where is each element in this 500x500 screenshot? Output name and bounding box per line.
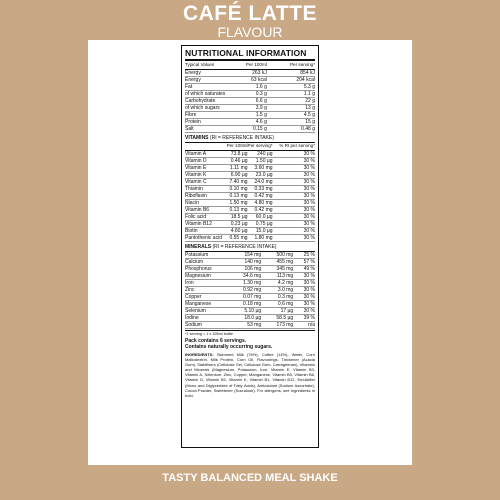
nutrition-row-cell: Fibre bbox=[185, 112, 227, 119]
mineral-row-cell: 5.10 µg bbox=[227, 308, 262, 315]
serving-note: *1 serving = 1 x 325ml bottle bbox=[185, 330, 315, 336]
vitamin-row-cell: Vitamin E bbox=[185, 165, 227, 172]
mineral-row-cell: 30 % bbox=[293, 273, 315, 280]
vitamin-row-cell: 1.11 mg bbox=[227, 165, 248, 172]
minerals-table bbox=[185, 252, 315, 329]
vitamin-row-cell: 7.40 mg bbox=[227, 179, 248, 186]
mineral-row-cell: Sodium bbox=[185, 322, 227, 329]
vitamin-row-cell: 240 µg bbox=[248, 151, 273, 158]
vitamin-row-cell: 0.55 mg bbox=[227, 235, 248, 242]
nutrition-row-cell: 3.9 g bbox=[227, 105, 267, 112]
vitamin-row bbox=[185, 228, 315, 235]
mineral-row-cell: Selenium bbox=[185, 308, 227, 315]
mineral-row-cell: Copper bbox=[185, 294, 227, 301]
product-flavour: FLAVOUR bbox=[217, 24, 283, 40]
vitamin-row-cell: 3.60 mg bbox=[248, 165, 273, 172]
vitamin-row-cell: Vitamin D bbox=[185, 158, 227, 165]
mineral-row-cell: 53 mg bbox=[227, 322, 262, 329]
mineral-row-cell: Iodine bbox=[185, 315, 227, 322]
vitamin-row bbox=[185, 186, 315, 193]
vitamin-row-cell: 0.10 mg bbox=[227, 186, 248, 193]
mineral-row-cell: 0.92 mg bbox=[227, 287, 262, 294]
nutrition-header: Typical Values bbox=[185, 62, 227, 70]
mineral-row-cell: 30 % bbox=[293, 280, 315, 287]
vitamin-row-cell: 30 % bbox=[273, 207, 315, 214]
mineral-row bbox=[185, 315, 315, 322]
mineral-row-cell: 39 % bbox=[293, 315, 315, 322]
vitamins-header bbox=[185, 143, 227, 151]
nutrition-row-cell: 13 g bbox=[267, 105, 315, 112]
vitamin-row-cell: 0.46 µg bbox=[227, 158, 248, 165]
vitamin-row-cell: 30 % bbox=[273, 172, 315, 179]
mineral-row-cell: 18.0 µg bbox=[227, 315, 262, 322]
mineral-row-cell: 154 mg bbox=[227, 252, 262, 259]
mineral-row bbox=[185, 259, 315, 266]
mineral-row-cell: 30 % bbox=[293, 294, 315, 301]
mineral-row-cell: Potassium bbox=[185, 252, 227, 259]
mineral-row-cell: 1.30 mg bbox=[227, 280, 262, 287]
mineral-row-cell: 455 mg bbox=[261, 259, 293, 266]
vitamin-row-cell: 60.0 µg bbox=[248, 214, 273, 221]
mineral-row-cell: 140 mg bbox=[227, 259, 262, 266]
vitamin-row-cell: Vitamin B6 bbox=[185, 207, 227, 214]
vitamin-row-cell: 30 % bbox=[273, 221, 315, 228]
mineral-row-cell: 106 mg bbox=[227, 266, 262, 273]
nutrition-row-cell: 0.3 g bbox=[227, 91, 267, 98]
mineral-row bbox=[185, 308, 315, 315]
mineral-row-cell: 25 % bbox=[293, 252, 315, 259]
mineral-row-cell: 113 mg bbox=[261, 273, 293, 280]
nutrition-row-cell: 22 g bbox=[267, 98, 315, 105]
vitamin-row-cell: 73.8 µg bbox=[227, 151, 248, 158]
vitamin-row-cell: 30 % bbox=[273, 228, 315, 235]
vitamins-table bbox=[185, 143, 315, 242]
nutrition-row-cell: 0.15 g bbox=[227, 126, 267, 133]
pack-line: Pack contains 6 servings. bbox=[185, 338, 247, 344]
mineral-row-cell: Phosphorus bbox=[185, 266, 227, 273]
nutrition-row-cell: 854 kJ bbox=[267, 70, 315, 77]
vitamin-row bbox=[185, 193, 315, 200]
vitamin-row bbox=[185, 179, 315, 186]
nutrition-row bbox=[185, 105, 315, 112]
vitamin-row-cell: 4.60 µg bbox=[227, 228, 248, 235]
mineral-row-cell: 57 % bbox=[293, 259, 315, 266]
mineral-row-cell: 58.5 µg bbox=[261, 315, 293, 322]
vitamin-row-cell: 30 % bbox=[273, 158, 315, 165]
vitamin-row bbox=[185, 235, 315, 242]
nutrition-row-cell: 4.5 g bbox=[267, 112, 315, 119]
nutrition-row-cell: 1.6 g bbox=[227, 84, 267, 91]
vitamin-row bbox=[185, 165, 315, 172]
mineral-row-cell: 345 mg bbox=[261, 266, 293, 273]
vitamin-row-cell: 0.75 µg bbox=[248, 221, 273, 228]
vitamin-row-cell: Pantothenic acid bbox=[185, 235, 227, 242]
nutrition-row bbox=[185, 70, 315, 77]
nutrition-row-cell: 5.3 g bbox=[267, 84, 315, 91]
vitamin-row bbox=[185, 207, 315, 214]
nutrition-row-cell: Fat bbox=[185, 84, 227, 91]
vitamin-row-cell: 30 % bbox=[273, 151, 315, 158]
nutrition-row-cell: 6.6 g bbox=[227, 98, 267, 105]
mineral-row bbox=[185, 294, 315, 301]
vitamin-row-cell: 30 % bbox=[273, 214, 315, 221]
vitamin-row-cell: 0.42 mg bbox=[248, 193, 273, 200]
nutrition-row-cell: Energy bbox=[185, 70, 227, 77]
vitamin-row-cell: Riboflavin bbox=[185, 193, 227, 200]
mineral-row-cell: 0.3 mg bbox=[261, 294, 293, 301]
nutrition-row-cell: 4.6 g bbox=[227, 119, 267, 126]
nutrition-row bbox=[185, 119, 315, 126]
vitamin-row-cell: 15.0 µg bbox=[248, 228, 273, 235]
ingredients-text: INGREDIENTS: Skimmed Milk (76%), Coffee (14%), Water, Corn Maltodextrin, Milk Protein, Corn Oil, Flavourings, Thickener (Acacia Gum), Stabilisers (Cellulose Gel, Cellulose Gum, Carrageenan), Vitamins and Minerals (Magnesium, Potassium, Iron, Vitamin E, Vitamin B3, Vitamin A, Selenium, Zinc, Copper, Manganese, Vitamin B5, Vitamin B6, Vitamin D, Vitamin B2, Vitamin K, Vitamin B1, Vitamin B12, Emulsifier (Mono and Diglycerides of Fatty Acids), Antioxidant (Sodium Ascorbate), Cocoa Powder, Sweetener (Sucralose). For allergens, see ingredients in bold. bbox=[185, 352, 315, 398]
vitamin-row-cell: Niacin bbox=[185, 200, 227, 207]
vitamins-heading: VITAMINS (RI = REFERENCE INTAKE) bbox=[185, 135, 315, 143]
mineral-row bbox=[185, 273, 315, 280]
mineral-row bbox=[185, 301, 315, 308]
nutrition-table bbox=[185, 62, 315, 133]
mineral-row-cell: n/a bbox=[293, 322, 315, 329]
nutrition-row-cell: 1.1 g bbox=[267, 91, 315, 98]
mineral-row-cell: 30 % bbox=[293, 287, 315, 294]
nutrition-row-cell: 263 kJ bbox=[227, 70, 267, 77]
vitamin-row bbox=[185, 221, 315, 228]
nutrition-heading: NUTRITIONAL INFORMATION bbox=[185, 48, 315, 61]
nutrition-row bbox=[185, 112, 315, 119]
vitamin-row-cell: 1.50 mg bbox=[227, 200, 248, 207]
mineral-row-cell: 4.2 mg bbox=[261, 280, 293, 287]
vitamin-row-cell: Thiamin bbox=[185, 186, 227, 193]
nutrition-row-cell: Salt bbox=[185, 126, 227, 133]
vitamins-header: % RI per serving* bbox=[273, 143, 315, 151]
vitamin-row bbox=[185, 214, 315, 221]
nutrition-row-cell: Protein bbox=[185, 119, 227, 126]
pack-info bbox=[185, 338, 315, 350]
mineral-row-cell: 173 mg bbox=[261, 322, 293, 329]
mineral-row-cell: 34.6 mg bbox=[227, 273, 262, 280]
mineral-row-cell: 30 % bbox=[293, 301, 315, 308]
nutrition-row bbox=[185, 91, 315, 98]
vitamin-row bbox=[185, 158, 315, 165]
vitamin-row-cell: Folic acid bbox=[185, 214, 227, 221]
vitamin-row-cell: 24.0 mg bbox=[248, 179, 273, 186]
vitamin-row bbox=[185, 151, 315, 158]
nutrition-row-cell: Carbohydrate bbox=[185, 98, 227, 105]
vitamin-row-cell: Vitamin C bbox=[185, 179, 227, 186]
mineral-row-cell: Calcium bbox=[185, 259, 227, 266]
vitamin-row-cell: 0.33 mg bbox=[248, 186, 273, 193]
pack-line: Contains naturally occurring sugars. bbox=[185, 344, 273, 350]
mineral-row-cell: 0.6 mg bbox=[261, 301, 293, 308]
nutrition-row-cell: 0.48 g bbox=[267, 126, 315, 133]
vitamin-row-cell: 30 % bbox=[273, 200, 315, 207]
tagline: TASTY BALANCED MEAL SHAKE bbox=[162, 472, 338, 484]
vitamins-header: Per serving* bbox=[248, 143, 273, 151]
mineral-row-cell: 17 µg bbox=[261, 308, 293, 315]
vitamin-row bbox=[185, 172, 315, 179]
mineral-row bbox=[185, 266, 315, 273]
vitamin-row bbox=[185, 200, 315, 207]
minerals-heading: MINERALS (RI = REFERENCE INTAKE) bbox=[185, 244, 315, 252]
vitamin-row-cell: 1.80 mg bbox=[248, 235, 273, 242]
mineral-row-cell: 500 mg bbox=[261, 252, 293, 259]
vitamin-row-cell: 1.50 µg bbox=[248, 158, 273, 165]
mineral-row-cell: Magnesium bbox=[185, 273, 227, 280]
vitamin-row-cell: Biotin bbox=[185, 228, 227, 235]
mineral-row-cell: 30 % bbox=[293, 308, 315, 315]
vitamin-row-cell: 18.5 µg bbox=[227, 214, 248, 221]
nutrition-header: Per 100ml bbox=[227, 62, 267, 70]
vitamin-row-cell: 30 % bbox=[273, 186, 315, 193]
vitamins-header: Per 100ml bbox=[227, 143, 248, 151]
nutrition-row-cell: Energy bbox=[185, 77, 227, 84]
vitamin-row-cell: Vitamin A bbox=[185, 151, 227, 158]
nutrition-row-cell: 204 kcal bbox=[267, 77, 315, 84]
vitamin-row-cell: 0.13 mg bbox=[227, 193, 248, 200]
nutrition-row bbox=[185, 98, 315, 105]
mineral-row bbox=[185, 287, 315, 294]
nutrition-row bbox=[185, 126, 315, 133]
mineral-row-cell: 3.0 mg bbox=[261, 287, 293, 294]
mineral-row-cell: Zinc bbox=[185, 287, 227, 294]
mineral-row-cell: 0.18 mg bbox=[227, 301, 262, 308]
mineral-row bbox=[185, 322, 315, 329]
mineral-row bbox=[185, 280, 315, 287]
vitamin-row-cell: 0.42 mg bbox=[248, 207, 273, 214]
mineral-row-cell: Iron bbox=[185, 280, 227, 287]
product-title: CAFÉ LATTE bbox=[182, 2, 318, 25]
nutrition-row-cell: 15 g bbox=[267, 119, 315, 126]
vitamin-row-cell: 4.80 mg bbox=[248, 200, 273, 207]
nutrition-row-cell: 1.5 g bbox=[227, 112, 267, 119]
vitamin-row-cell: 23.0 µg bbox=[248, 172, 273, 179]
nutrition-row bbox=[185, 77, 315, 84]
vitamin-row-cell: 0.23 µg bbox=[227, 221, 248, 228]
vitamin-row-cell: 0.13 mg bbox=[227, 207, 248, 214]
mineral-row-cell: 49 % bbox=[293, 266, 315, 273]
vitamin-row-cell: Vitamin K bbox=[185, 172, 227, 179]
vitamin-row-cell: Vitamin B12 bbox=[185, 221, 227, 228]
vitamin-row-cell: 30 % bbox=[273, 165, 315, 172]
vitamin-row-cell: 30 % bbox=[273, 235, 315, 242]
mineral-row-cell: Manganese bbox=[185, 301, 227, 308]
vitamin-row-cell: 6.90 µg bbox=[227, 172, 248, 179]
nutrition-header: Per serving* bbox=[267, 62, 315, 70]
nutrition-row bbox=[185, 84, 315, 91]
nutrition-label bbox=[181, 45, 319, 448]
vitamin-row-cell: 30 % bbox=[273, 179, 315, 186]
nutrition-row-cell: 63 kcal bbox=[227, 77, 267, 84]
nutrition-row-cell: of which sugars bbox=[185, 105, 227, 112]
vitamin-row-cell: 30 % bbox=[273, 193, 315, 200]
mineral-row-cell: 0.07 mg bbox=[227, 294, 262, 301]
nutrition-row-cell: of which saturates bbox=[185, 91, 226, 97]
